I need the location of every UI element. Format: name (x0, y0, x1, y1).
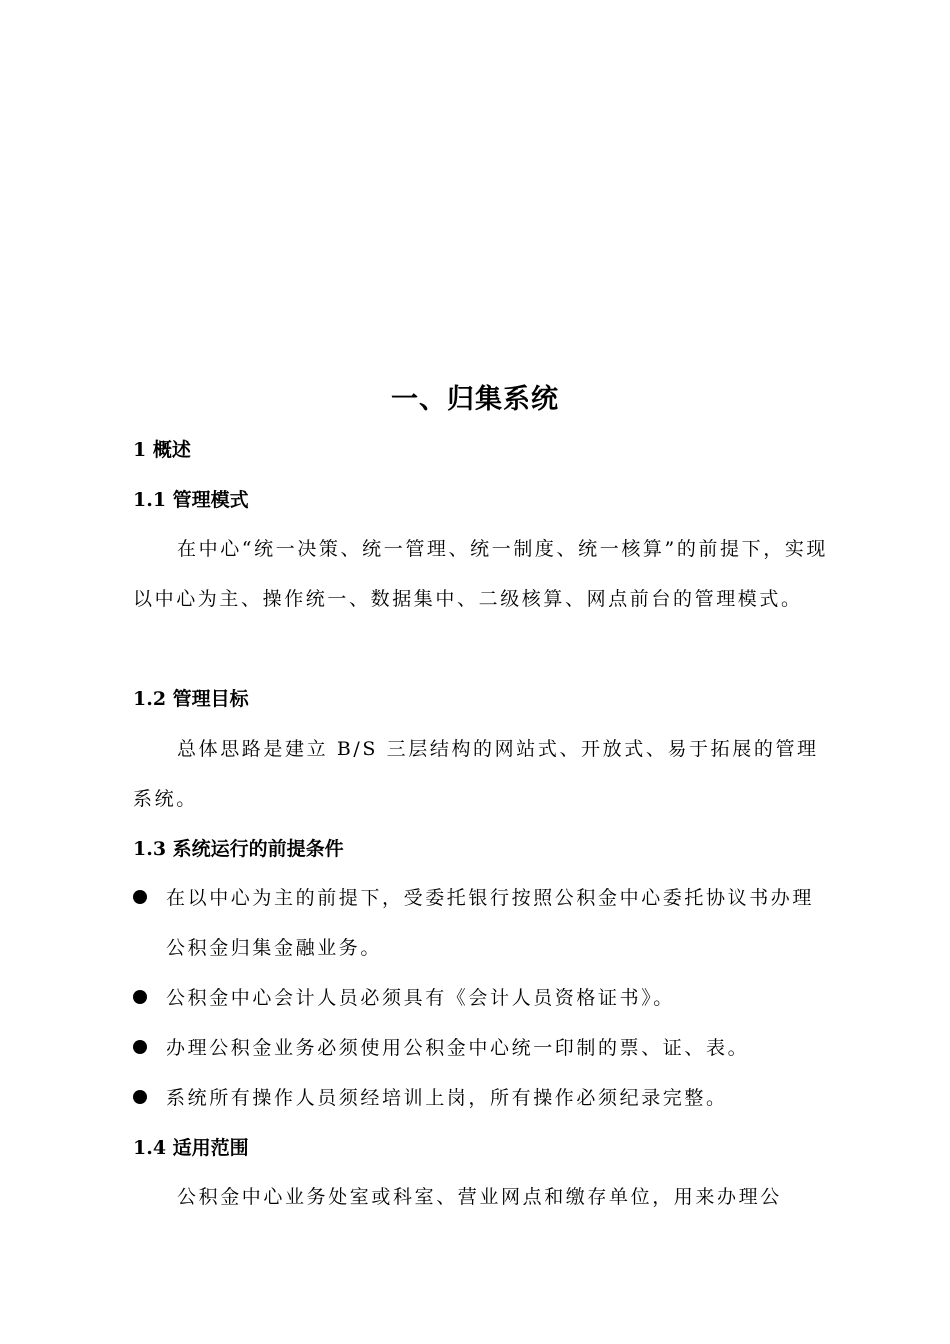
list-item (133, 873, 833, 973)
document-title: 一、归集系统 (391, 384, 559, 415)
section-1-heading: 1 概述 (133, 439, 191, 461)
list-item (133, 1073, 833, 1123)
list-item (133, 973, 833, 1023)
section-1-4-paragraph (133, 1172, 833, 1222)
bullet-icon (133, 1090, 147, 1104)
bullet-icon (133, 990, 147, 1004)
section-1-1-paragraph (133, 524, 833, 624)
section-1-1-heading: 1.1 管理模式 (133, 489, 249, 511)
section-1-2-text: 总体思路是建立 B/S 三层结构的网站式、开放式、易于拓展的管理系统。 (133, 738, 819, 810)
list-item-text: 在以中心为主的前提下，受委托银行按照公积金中心委托协议书办理公积金归集金融业务。 (166, 887, 815, 959)
section-1-2-heading: 1.2 管理目标 (133, 688, 249, 710)
list-item (133, 1023, 833, 1073)
bullet-icon (133, 1040, 147, 1054)
section-1-1-text: 在中心“统一决策、统一管理、统一制度、统一核算”的前提下，实现以中心为主、操作统一、数据集中、二级核算、网点前台的管理模式。 (133, 538, 829, 610)
section-1-4-heading: 1.4 适用范围 (133, 1137, 249, 1159)
section-1-3-heading: 1.3 系统运行的前提条件 (133, 838, 344, 860)
list-item-text: 系统所有操作人员须经培训上岗，所有操作必须纪录完整。 (166, 1087, 728, 1109)
section-1-4-text: 公积金中心业务处室或科室、营业网点和缴存单位，用来办理公 (177, 1186, 782, 1208)
section-1-2-paragraph (133, 724, 833, 824)
list-item-text: 办理公积金业务必须使用公积金中心统一印制的票、证、表。 (166, 1037, 750, 1059)
list-item-text: 公积金中心会计人员必须具有《会计人员资格证书》。 (166, 987, 675, 1009)
bullet-icon (133, 890, 147, 904)
